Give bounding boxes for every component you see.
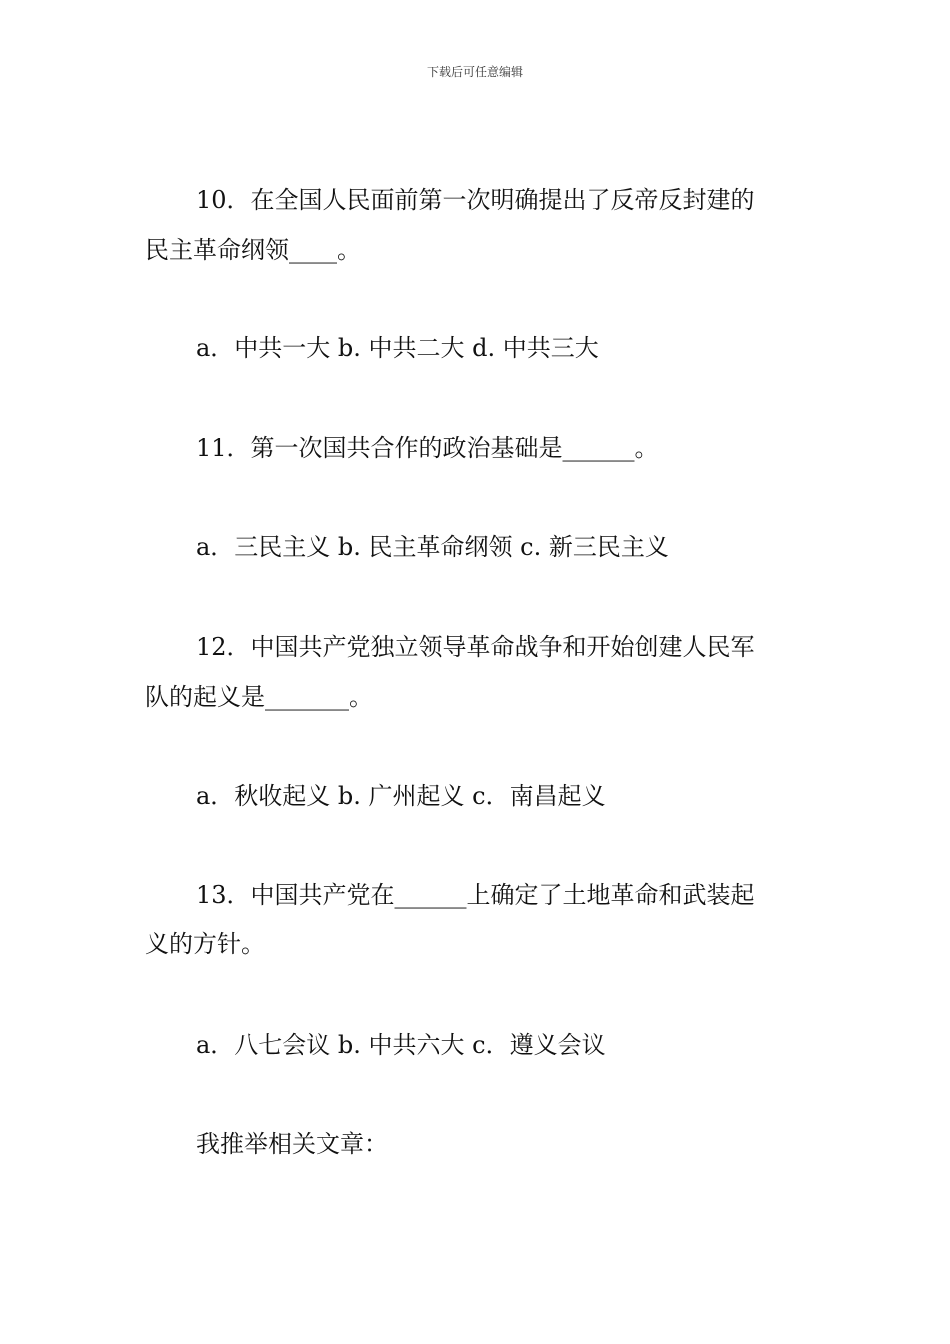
question-13-options: a．八七会议 b. 中共六大 c．遵义会议 xyxy=(196,1031,606,1059)
question-13-line-2: 义的方针。 xyxy=(145,930,265,958)
question-12-line-2: 队的起义是_______。 xyxy=(145,683,373,711)
page-header: 下载后可任意编辑 xyxy=(426,65,523,79)
question-12-line-1: 12．中国共产党独立领导革命战争和开始创建人民军 xyxy=(196,633,755,661)
question-10-options: a．中共一大 b. 中共二大 d. 中共三大 xyxy=(196,334,599,362)
question-12-options: a．秋收起义 b. 广州起义 c．南昌起义 xyxy=(196,782,606,810)
question-11-options: a．三民主义 b. 民主革命纲领 c. 新三民主义 xyxy=(196,533,669,561)
question-10-line-1: 10．在全国人民面前第一次明确提出了反帝反封建的 xyxy=(196,186,755,214)
question-13-line-1: 13．中国共产党在______上确定了土地革命和武装起 xyxy=(196,881,755,909)
question-10-line-2: 民主革命纲领____。 xyxy=(145,236,361,264)
question-11-line-1: 11．第一次国共合作的政治基础是______。 xyxy=(196,434,659,462)
related-articles-note: 我推举相关文章： xyxy=(196,1130,388,1158)
